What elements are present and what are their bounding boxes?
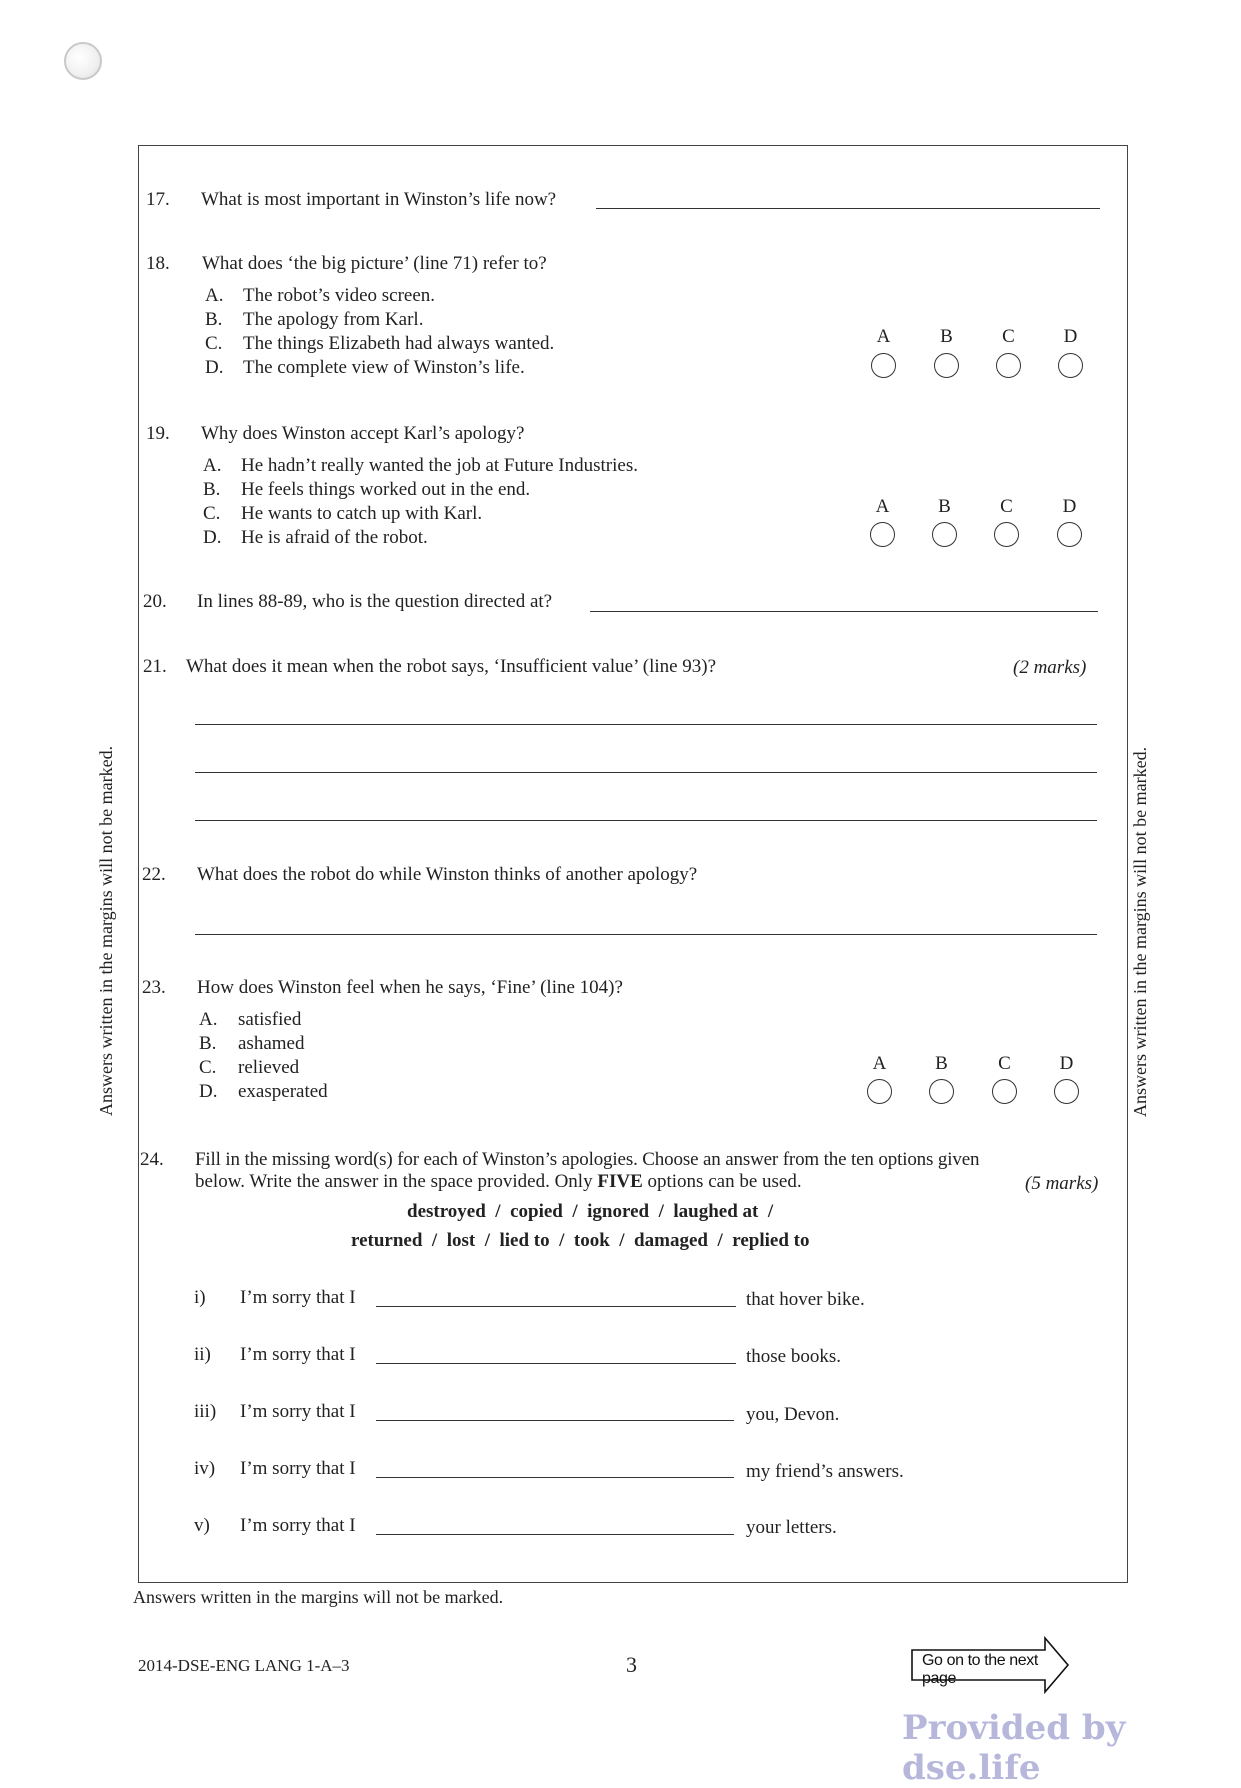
q22-number: 22. [142,864,166,885]
q24-item-iii-roman: iii) [194,1401,217,1422]
q23-text: How does Winston feel when he says, ‘Fine’ (line 104)? [197,977,623,998]
q22-text: What does the robot do while Winston thinks of another apology? [197,864,698,885]
q23-number: 23. [142,977,166,998]
watermark: Provided by dse.life [902,1708,1126,1788]
q24-word-bank-line1: destroyed / copied / ignored / laughed at / [407,1201,774,1222]
q18-text: What does ‘the big picture’ (line 71) refer to? [202,253,547,274]
q24-item-iii-suffix: you, Devon. [746,1404,840,1425]
q18-option-b-text: The apology from Karl. [243,309,424,330]
q21-answer-line-1[interactable] [195,724,1097,725]
q23-bubble-d[interactable] [1054,1079,1079,1104]
q24-item-i-prefix: I’m sorry that I [240,1287,356,1308]
q18-option-a-text: The robot’s video screen. [243,285,436,306]
bottom-margin-note: Answers written in the margins will not be marked. [133,1587,504,1607]
q22-answer-line[interactable] [195,934,1097,935]
q19-option-c-letter: C. [203,503,221,524]
q20-answer-line[interactable] [590,611,1098,612]
q24-instructions-emphasis: FIVE [597,1171,643,1192]
left-margin-note: Answers written in the margins will not be marked. [96,745,116,1116]
q19-option-a-text: He hadn’t really wanted the job at Future Industries. [241,455,638,476]
q24-word-bank-line2: returned / lost / lied to / took / damaged / replied to [351,1230,810,1251]
next-page-button[interactable] [911,1636,1071,1694]
q18-bubble-label-d: D [1063,326,1078,347]
q24-item-iv-prefix: I’m sorry that I [240,1458,356,1479]
q20-text: In lines 88-89, who is the question directed at? [197,591,553,612]
q24-item-ii-prefix: I’m sorry that I [240,1344,356,1365]
q24-marks: (5 marks) [1025,1173,1099,1194]
q21-marks: (2 marks) [1013,657,1087,678]
q23-bubble-b[interactable] [929,1079,954,1104]
q24-item-v-blank[interactable] [376,1534,734,1535]
q18-bubble-d[interactable] [1058,353,1083,378]
q17-number: 17. [146,189,170,210]
q24-instructions-line2-start: below. Write the answer in the space provided. Only [195,1171,598,1192]
q24-item-i-roman: i) [194,1287,206,1308]
q23-option-d-text: exasperated [238,1081,328,1102]
q23-bubble-label-d: D [1059,1053,1074,1074]
q19-text: Why does Winston accept Karl’s apology? [201,423,525,444]
q18-option-d-text: The complete view of Winston’s life. [243,357,525,378]
q19-bubble-c[interactable] [994,522,1019,547]
q18-option-a-letter: A. [205,285,224,306]
q18-bubble-label-c: C [1002,326,1015,347]
q24-instructions-line2-end: options can be used. [642,1171,802,1192]
q23-option-b-letter: B. [199,1033,217,1054]
q23-bubble-label-a: A [872,1053,887,1074]
q17-answer-line[interactable] [596,208,1100,209]
paper-code: 2014-DSE-ENG LANG 1-A–3 [138,1656,350,1675]
q18-number: 18. [146,253,170,274]
q19-option-a-letter: A. [203,455,222,476]
q23-option-d-letter: D. [199,1081,218,1102]
q19-bubble-label-a: A [875,496,890,517]
q24-item-iv-roman: iv) [194,1458,216,1479]
right-margin-note: Answers written in the margins will not be marked. [1130,746,1150,1117]
q24-item-i-blank[interactable] [376,1306,736,1307]
q23-option-a-text: satisfied [238,1009,302,1030]
page-number: 3 [626,1652,637,1677]
q21-answer-line-3[interactable] [195,820,1097,821]
q18-option-b-letter: B. [205,309,223,330]
q18-option-c-letter: C. [205,333,223,354]
q19-option-d-text: He is afraid of the robot. [241,527,428,548]
q24-item-iv-blank[interactable] [376,1477,734,1478]
q23-bubble-label-b: B [935,1053,948,1074]
q23-option-c-letter: C. [199,1057,217,1078]
q19-option-d-letter: D. [203,527,222,548]
punch-hole [64,42,102,80]
q18-option-c-text: The things Elizabeth had always wanted. [243,333,555,354]
q19-bubble-a[interactable] [870,522,895,547]
q24-item-v-suffix: your letters. [746,1517,837,1538]
q24-item-ii-roman: ii) [194,1344,211,1365]
q19-bubble-label-d: D [1062,496,1077,517]
q23-bubble-label-c: C [998,1053,1011,1074]
q24-item-v-roman: v) [194,1515,210,1536]
q24-number: 24. [140,1149,164,1170]
q21-text: What does it mean when the robot says, ‘Insufficient value’ (line 93)? [186,656,717,677]
q17-text: What is most important in Winston’s life now? [201,189,557,210]
next-page-label: Go on to the next page [922,1652,1038,1687]
q19-bubble-d[interactable] [1057,522,1082,547]
q23-option-a-letter: A. [199,1009,218,1030]
q23-bubble-c[interactable] [992,1079,1017,1104]
q24-item-iv-suffix: my friend’s answers. [746,1461,904,1482]
q24-item-iii-prefix: I’m sorry that I [240,1401,356,1422]
q21-number: 21. [143,656,167,677]
q24-item-i-suffix: that hover bike. [746,1289,865,1310]
q24-item-ii-suffix: those books. [746,1346,841,1367]
q24-item-ii-blank[interactable] [376,1363,736,1364]
q24-item-v-prefix: I’m sorry that I [240,1515,356,1536]
q18-option-d-letter: D. [205,357,224,378]
q19-option-b-letter: B. [203,479,221,500]
q18-bubble-label-a: A [876,326,891,347]
q19-bubble-b[interactable] [932,522,957,547]
q19-option-c-text: He wants to catch up with Karl. [241,503,483,524]
q23-option-c-text: relieved [238,1057,300,1078]
q24-instructions-line2 [195,1171,802,1193]
q19-bubble-label-b: B [938,496,951,517]
q24-item-iii-blank[interactable] [376,1420,734,1421]
q19-bubble-label-c: C [1000,496,1013,517]
q19-number: 19. [146,423,170,444]
q19-option-b-text: He feels things worked out in the end. [241,479,531,500]
q18-bubble-a[interactable] [871,353,896,378]
q23-bubble-a[interactable] [867,1079,892,1104]
q18-bubble-label-b: B [940,326,953,347]
q18-bubble-c[interactable] [996,353,1021,378]
q18-bubble-b[interactable] [934,353,959,378]
q23-option-b-text: ashamed [238,1033,305,1054]
q21-answer-line-2[interactable] [195,772,1097,773]
q24-instructions-line1: Fill in the missing word(s) for each of Winston’s apologies. Choose an answer from the ten options given [195,1149,980,1170]
q20-number: 20. [143,591,167,612]
